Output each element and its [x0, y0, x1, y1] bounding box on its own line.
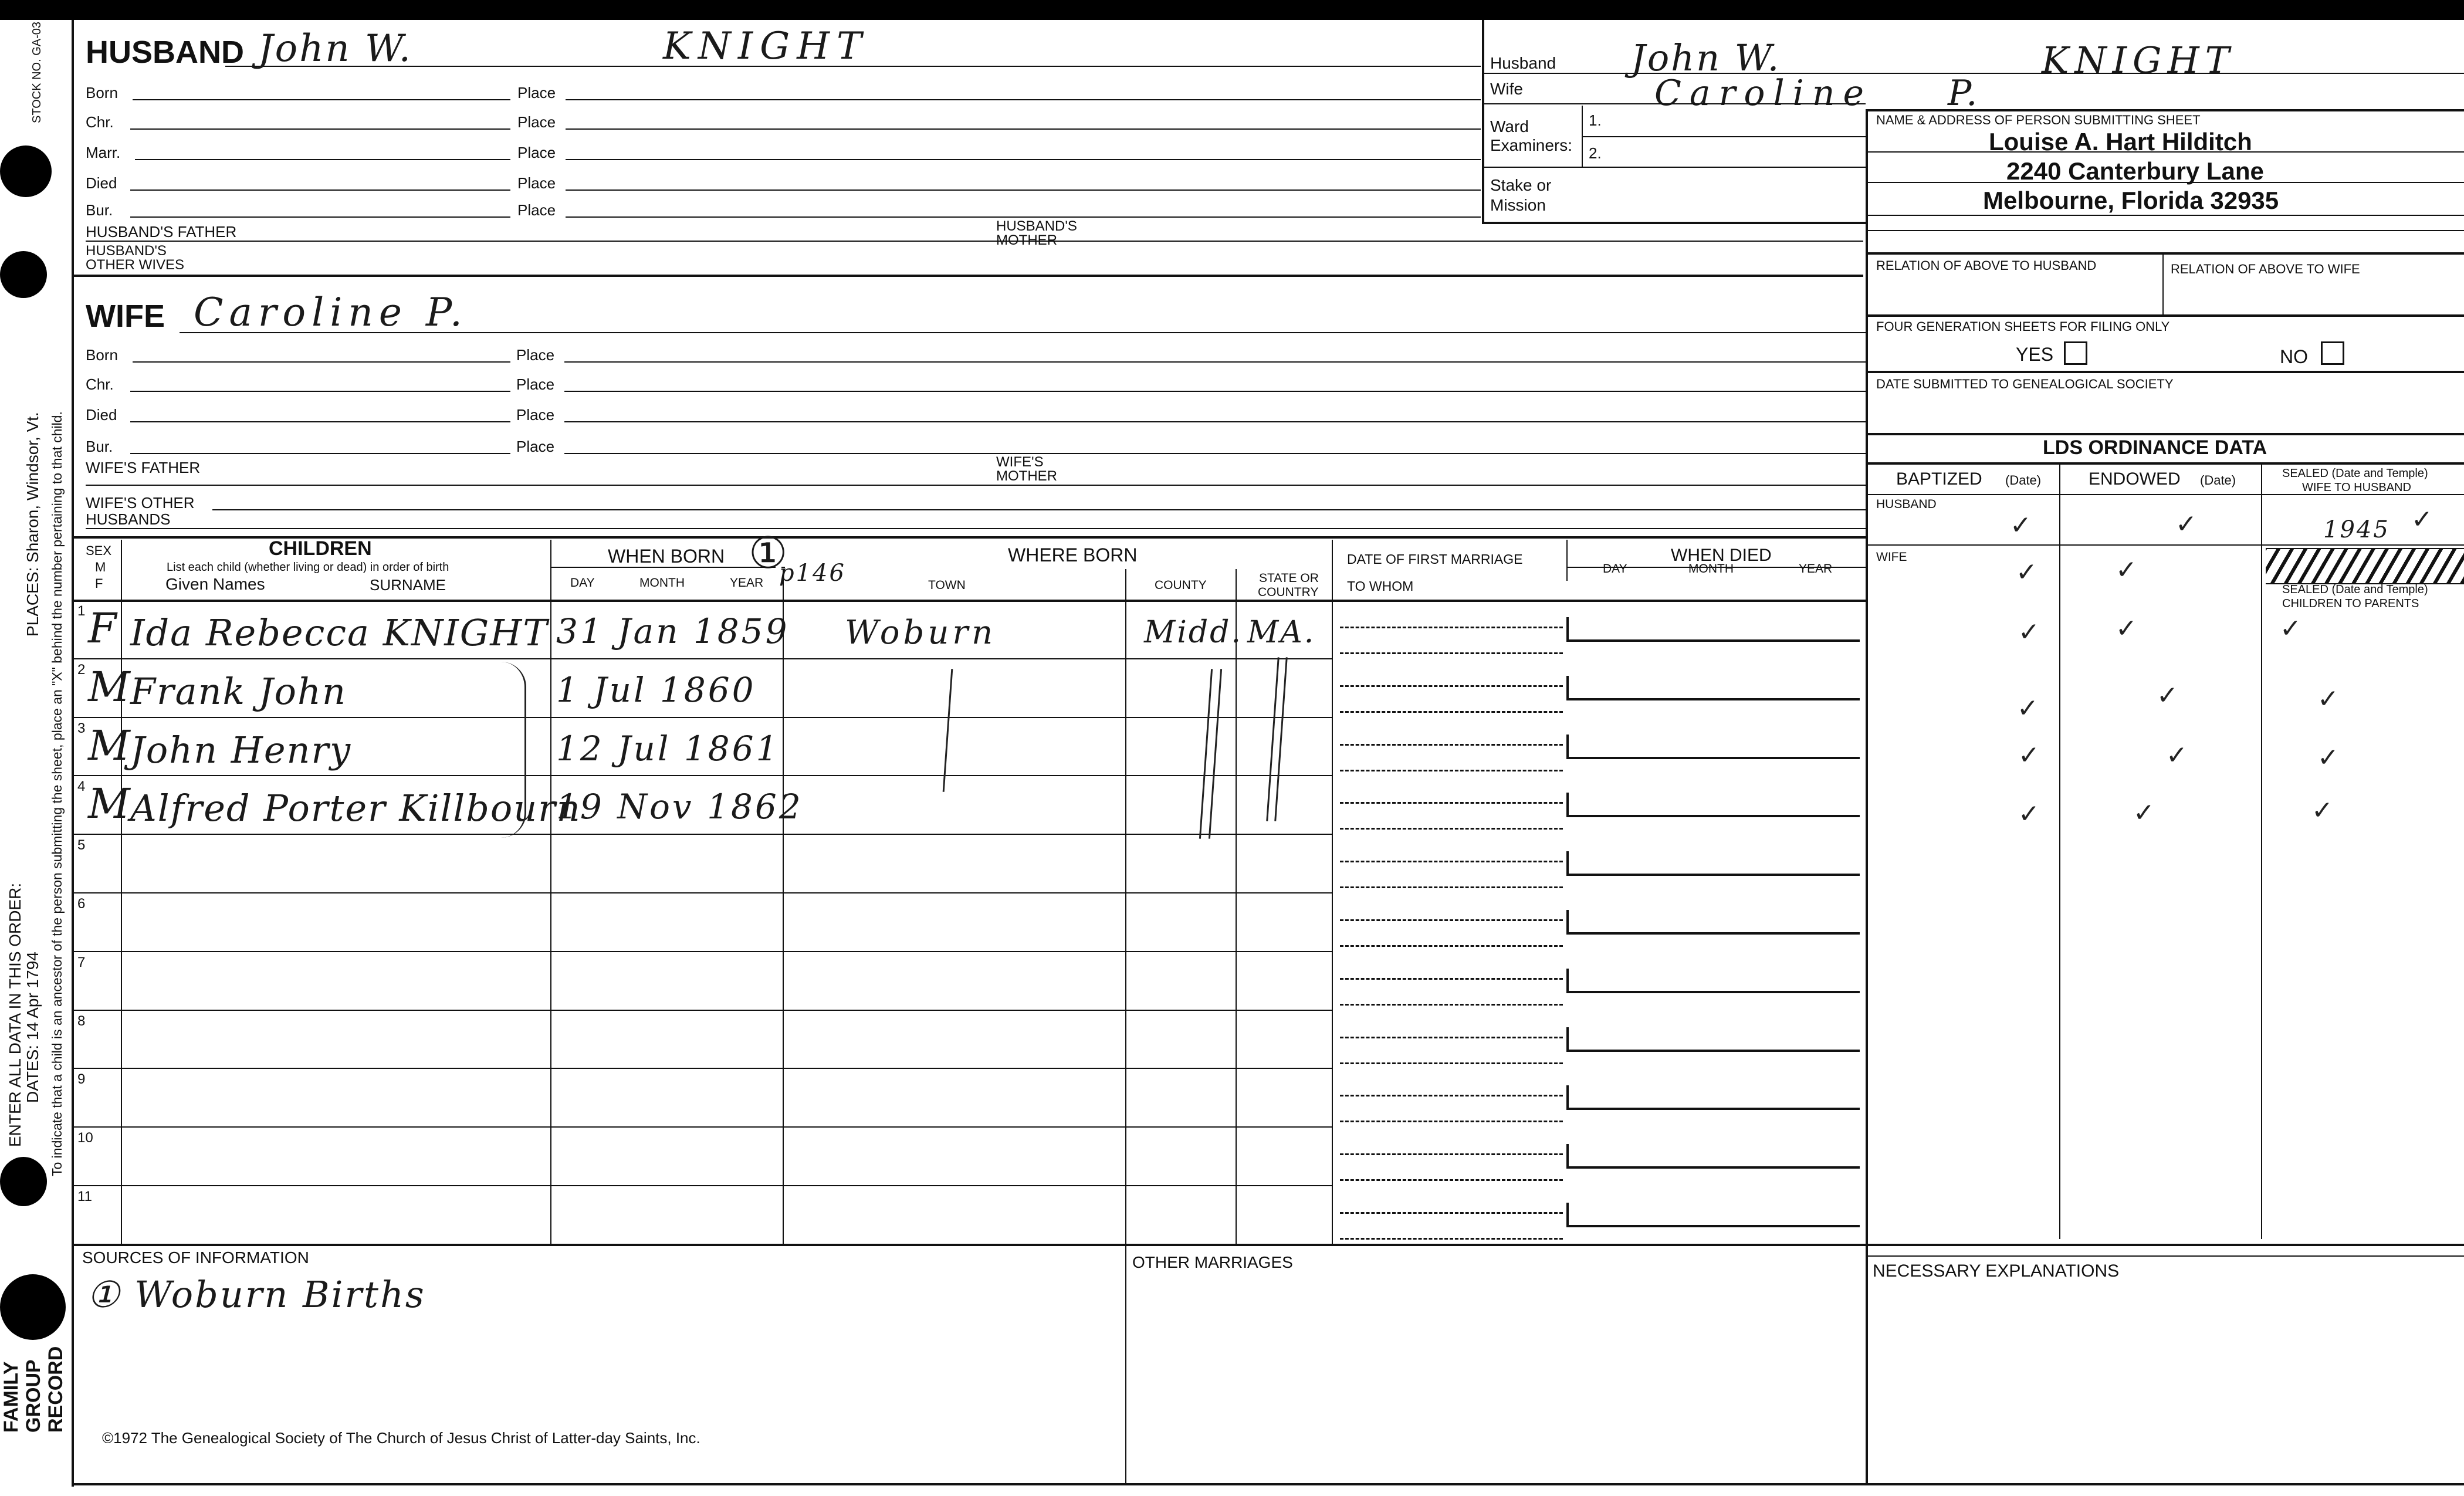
yes-checkbox[interactable]: [2064, 341, 2087, 365]
husband-sealed-year: 1945: [2323, 516, 2390, 543]
sealed-wife-label-2: WIFE TO HUSBAND: [2302, 481, 2411, 494]
row-divider: [72, 1185, 1332, 1186]
ward-wife-name: Caroline: [1654, 73, 1873, 114]
copyright: ©1972 The Genealogical Society of The Church of Jesus Christ of Latter-day Saints, Inc.: [102, 1429, 700, 1447]
sex-f-header: F: [95, 576, 103, 591]
record-title-1: FAMILY: [0, 1361, 22, 1433]
died-bracket: [1566, 1144, 1569, 1167]
died-line: [1566, 815, 1860, 817]
child1-endowed-check: ✓: [2116, 614, 2137, 644]
died-day-header: DAY: [1603, 562, 1627, 576]
wife-mother-label: MOTHER: [996, 468, 1057, 484]
first-marriage-spouse-line: [1340, 945, 1563, 947]
husband-other-wives-label: HUSBAND'S: [86, 243, 167, 259]
examiners-label: Examiners:: [1490, 136, 1573, 154]
record-title-2: GROUP: [22, 1359, 45, 1433]
ward-husband-surname: KNIGHT: [2042, 39, 2236, 82]
source-page: p146: [779, 560, 846, 587]
husband-other-wives-label: OTHER WIVES: [86, 257, 185, 273]
first-marriage-date-line: [1340, 802, 1563, 804]
first-marriage-date-line: [1340, 744, 1563, 746]
sealed-children-label-2: CHILDREN TO PARENTS: [2282, 597, 2419, 610]
child3-sealed-check: ✓: [2317, 743, 2339, 773]
died-line: [1566, 757, 1860, 759]
died-line: [1566, 874, 1860, 876]
baptized-label: BAPTIZED: [1896, 469, 1982, 489]
husband-place-label: Place: [517, 174, 556, 192]
wife-other-husbands-label: HUSBANDS: [86, 510, 171, 528]
no-checkbox[interactable]: [2321, 341, 2344, 365]
husband-marr-label: Marr.: [86, 144, 121, 161]
row-divider: [72, 892, 1332, 893]
husband-baptized-check: ✓: [2010, 510, 2032, 540]
child-birth-town: Woburn: [845, 614, 997, 652]
wife-place-label: Place: [516, 346, 555, 364]
husband-died-label: Died: [86, 174, 117, 192]
died-bracket: [1566, 735, 1569, 758]
husband-place-label: Place: [517, 144, 556, 161]
to-whom-header: TO WHOM: [1347, 578, 1414, 594]
first-marriage-date-line: [1340, 1095, 1563, 1096]
name-brace: [501, 662, 526, 838]
husband-mother-label: MOTHER: [996, 232, 1057, 248]
date-submitted-label: DATE SUBMITTED TO GENEALOGICAL SOCIETY: [1876, 377, 2174, 391]
row-divider: [72, 834, 1332, 835]
husband-place-label: Place: [517, 113, 556, 131]
child2-endowed-check: ✓: [2157, 681, 2178, 710]
husband-label: HUSBAND: [86, 35, 244, 70]
died-line: [1566, 1225, 1860, 1227]
child-name: Frank John: [130, 669, 347, 713]
child4-endowed-check: ✓: [2133, 798, 2155, 828]
first-marriage-date-line: [1340, 1037, 1563, 1038]
row-divider: [72, 951, 1332, 952]
husband-surname: KNIGHT: [663, 25, 869, 68]
wife-given-name: Caroline P.: [194, 290, 468, 335]
ward-wife-initial: P.: [1948, 73, 1979, 114]
died-month-header: MONTH: [1688, 562, 1734, 576]
child-sex: M: [88, 780, 130, 828]
husband-chr-label: Chr.: [86, 113, 114, 131]
wife-place-label: Place: [516, 375, 555, 393]
child-number: 9: [77, 1071, 86, 1088]
child2-baptized-check: ✓: [2017, 693, 2039, 723]
other-marriages-label: OTHER MARRIAGES: [1132, 1253, 1293, 1271]
submitter-name: Louise A. Hart Hilditch: [1989, 128, 2252, 155]
wife-chr-label: Chr.: [86, 375, 114, 393]
child3-endowed-check: ✓: [2166, 740, 2188, 770]
died-bracket: [1566, 1203, 1569, 1226]
died-line: [1566, 1050, 1860, 1052]
children-instruction: List each child (whether living or dead) in order of birth: [167, 561, 449, 574]
first-marriage-date-line: [1340, 685, 1563, 687]
ward-label: Ward: [1490, 117, 1529, 136]
husband-given-name: John W.: [258, 27, 412, 70]
child-number: 11: [77, 1189, 92, 1204]
stake-label: Stake or: [1490, 176, 1552, 194]
necessary-explanations-label: NECESSARY EXPLANATIONS: [1873, 1261, 2120, 1281]
examiner-2: 2.: [1589, 144, 1602, 162]
child-number: 10: [77, 1130, 93, 1146]
day-header: DAY: [570, 576, 595, 590]
wife-other-husbands-label: WIFE'S OTHER: [86, 494, 195, 512]
record-title-3: RECORD: [45, 1346, 67, 1433]
row-divider: [72, 717, 1332, 718]
wife-place-label: Place: [516, 406, 555, 424]
state-header: STATE OR: [1259, 571, 1319, 585]
bottom-border: [72, 1483, 2464, 1485]
child1-baptized-check: ✓: [2018, 617, 2040, 647]
punch-hole: [0, 1157, 47, 1206]
died-bracket: [1566, 676, 1569, 699]
died-bracket: [1566, 617, 1569, 641]
sources-label: SOURCES OF INFORMATION: [82, 1248, 309, 1267]
first-marriage-spouse-line: [1340, 652, 1563, 654]
child-number: 6: [77, 896, 86, 912]
child-birth-date: 19 Nov 1862: [556, 787, 803, 827]
country-header: COUNTRY: [1258, 585, 1319, 599]
died-line: [1566, 991, 1860, 993]
submitter-label: NAME & ADDRESS OF PERSON SUBMITTING SHEET: [1876, 113, 2201, 127]
child-birth-state: MA.: [1247, 615, 1316, 650]
endowed-label: ENDOWED: [2089, 469, 2181, 489]
first-marriage-spouse-line: [1340, 828, 1563, 830]
wife-mother-label: WIFE'S: [996, 454, 1044, 470]
surname-header: SURNAME: [370, 576, 446, 594]
lds-title: LDS ORDINANCE DATA: [2043, 436, 2267, 459]
four-gen-label: FOUR GENERATION SHEETS FOR FILING ONLY: [1876, 319, 2170, 334]
wife-bur-label: Bur.: [86, 438, 113, 455]
first-marriage-spouse-line: [1340, 770, 1563, 771]
child-number: 1: [77, 603, 86, 619]
submitter-city: Melbourne, Florida 32935: [1983, 187, 2279, 214]
husband-place-label: Place: [517, 201, 556, 219]
child-number: 3: [77, 720, 86, 736]
row-divider: [72, 775, 1332, 776]
husband-father-label: HUSBAND'S FATHER: [86, 223, 237, 241]
county-header: COUNTY: [1155, 578, 1207, 592]
first-marriage-spouse-line: [1340, 1004, 1563, 1006]
child-name: Alfred Porter Killbourn: [130, 787, 581, 830]
died-bracket: [1566, 793, 1569, 816]
died-year-header: YEAR: [1799, 562, 1833, 576]
wife-born-label: Born: [86, 346, 118, 364]
lds-wife-label: WIFE: [1876, 550, 1907, 564]
sources-value: ① Woburn Births: [87, 1273, 426, 1316]
husband-sealed-check: ✓: [2411, 505, 2433, 534]
child-number: 5: [77, 837, 86, 854]
husband-endowed-check: ✓: [2175, 509, 2197, 539]
yes-label: YES: [2016, 344, 2054, 365]
wife-died-label: Died: [86, 406, 117, 424]
sealed-wife-label: SEALED (Date and Temple): [2282, 467, 2428, 480]
left-border: [72, 20, 74, 1487]
husband-mother-label: HUSBAND'S: [996, 218, 1077, 234]
child4-baptized-check: ✓: [2018, 799, 2040, 829]
children-header: CHILDREN: [269, 537, 372, 560]
wife-label: WIFE: [86, 299, 165, 334]
lds-husband-label: HUSBAND: [1876, 497, 1937, 511]
died-line: [1566, 698, 1860, 700]
ward-husband-name: John W.: [1631, 36, 1781, 79]
died-line: [1566, 1166, 1860, 1169]
ward-wife-label: Wife: [1490, 80, 1523, 98]
died-line: [1566, 639, 1860, 642]
died-line: [1566, 932, 1860, 935]
town-ditto-mark: [943, 669, 953, 792]
submitter-street: 2240 Canterbury Lane: [2006, 157, 2264, 185]
row-divider: [72, 1126, 1332, 1128]
child-sex: M: [88, 662, 130, 711]
source-marker: ①: [749, 528, 790, 578]
child4-sealed-check: ✓: [2311, 796, 2333, 825]
first-marriage-date-line: [1340, 978, 1563, 980]
stock-number: STOCK NO. GA-03: [31, 21, 43, 123]
died-bracket: [1566, 851, 1569, 875]
punch-hole: [0, 145, 52, 197]
when-died-header: WHEN DIED: [1671, 546, 1772, 565]
child-birth-county: Midd.: [1144, 615, 1243, 650]
ward-husband-label: Husband: [1490, 54, 1556, 72]
no-label: NO: [2280, 346, 2308, 367]
first-marriage-spouse-line: [1340, 1121, 1563, 1122]
child3-baptized-check: ✓: [2018, 740, 2040, 770]
first-marriage-date-line: [1340, 1212, 1563, 1214]
where-born-header: WHERE BORN: [1008, 544, 1138, 566]
places-order: PLACES: Sharon, Windsor, Vt.: [23, 412, 42, 637]
first-marriage-spouse-line: [1340, 1179, 1563, 1181]
ancestor-instruction: To indicate that a child is an ancestor of the person submitting the sheet, place an "X" behind the number pertaining to that child.: [49, 411, 65, 1176]
husband-place-label: Place: [517, 84, 556, 101]
husband-born-label: Born: [86, 84, 118, 101]
baptized-date-label: (Date): [2005, 473, 2042, 488]
examiner-1: 1.: [1589, 111, 1602, 129]
first-marriage-spouse-line: [1340, 1062, 1563, 1064]
child-name: Ida Rebecca KNIGHT: [130, 611, 549, 654]
child-birth-date: 31 Jan 1859: [556, 611, 790, 651]
wife-place-label: Place: [516, 438, 555, 455]
child-number: 4: [77, 779, 86, 795]
row-divider: [72, 1068, 1332, 1069]
dates-order: DATES: 14 Apr 1794: [23, 952, 42, 1103]
sealed-children-label: SEALED (Date and Temple): [2282, 583, 2428, 596]
endowed-date-label: (Date): [2200, 473, 2236, 488]
first-marriage-spouse-line: [1340, 711, 1563, 713]
enter-order: ENTER ALL DATA IN THIS ORDER:: [6, 882, 24, 1147]
top-edge: [0, 0, 2464, 20]
first-marriage-spouse-line: [1340, 886, 1563, 888]
sex-header: SEX: [86, 543, 112, 558]
relation-wife-label: RELATION OF ABOVE TO WIFE: [2171, 262, 2360, 276]
month-header: MONTH: [639, 576, 685, 590]
town-header: TOWN: [928, 578, 966, 592]
sealed-hatch: [2266, 548, 2464, 584]
sex-m-header: M: [95, 560, 106, 574]
died-bracket: [1566, 969, 1569, 992]
mission-label: Mission: [1490, 196, 1546, 214]
child-name: John Henry: [130, 728, 352, 771]
wife-father-label: WIFE'S FATHER: [86, 459, 201, 476]
first-marriage-date-line: [1340, 861, 1563, 862]
died-bracket: [1566, 910, 1569, 933]
first-marriage-date-line: [1340, 919, 1563, 921]
relation-husband-label: RELATION OF ABOVE TO HUSBAND: [1876, 258, 2097, 273]
child-birth-date: 12 Jul 1861: [556, 728, 780, 769]
child2-sealed-check: ✓: [2317, 684, 2339, 714]
child-number: 8: [77, 1013, 86, 1029]
punch-hole: [0, 251, 47, 298]
row-divider: [72, 1010, 1332, 1011]
given-names-header: Given Names: [165, 575, 265, 593]
child-sex: M: [88, 721, 130, 770]
husband-bur-label: Bur.: [86, 201, 113, 219]
child-birth-date: 1 Jul 1860: [556, 669, 756, 710]
child-number: 7: [77, 954, 86, 970]
child-sex: F: [88, 604, 117, 652]
first-marriage-date-line: [1340, 1153, 1563, 1155]
wife-endowed-check: ✓: [2116, 555, 2137, 585]
punch-hole: [0, 1274, 66, 1340]
died-bracket: [1566, 1027, 1569, 1051]
first-marriage-header: DATE OF FIRST MARRIAGE: [1347, 551, 1523, 567]
row-divider: [72, 658, 1332, 659]
child1-sealed-check: ✓: [2280, 614, 2301, 644]
first-marriage-date-line: [1340, 627, 1563, 628]
year-header: YEAR: [730, 576, 764, 590]
child-number: 2: [77, 661, 86, 678]
when-born-header: WHEN BORN: [608, 546, 725, 567]
died-bracket: [1566, 1085, 1569, 1109]
died-line: [1566, 1108, 1860, 1110]
first-marriage-spouse-line: [1340, 1238, 1563, 1240]
wife-baptized-check: ✓: [2016, 557, 2037, 587]
